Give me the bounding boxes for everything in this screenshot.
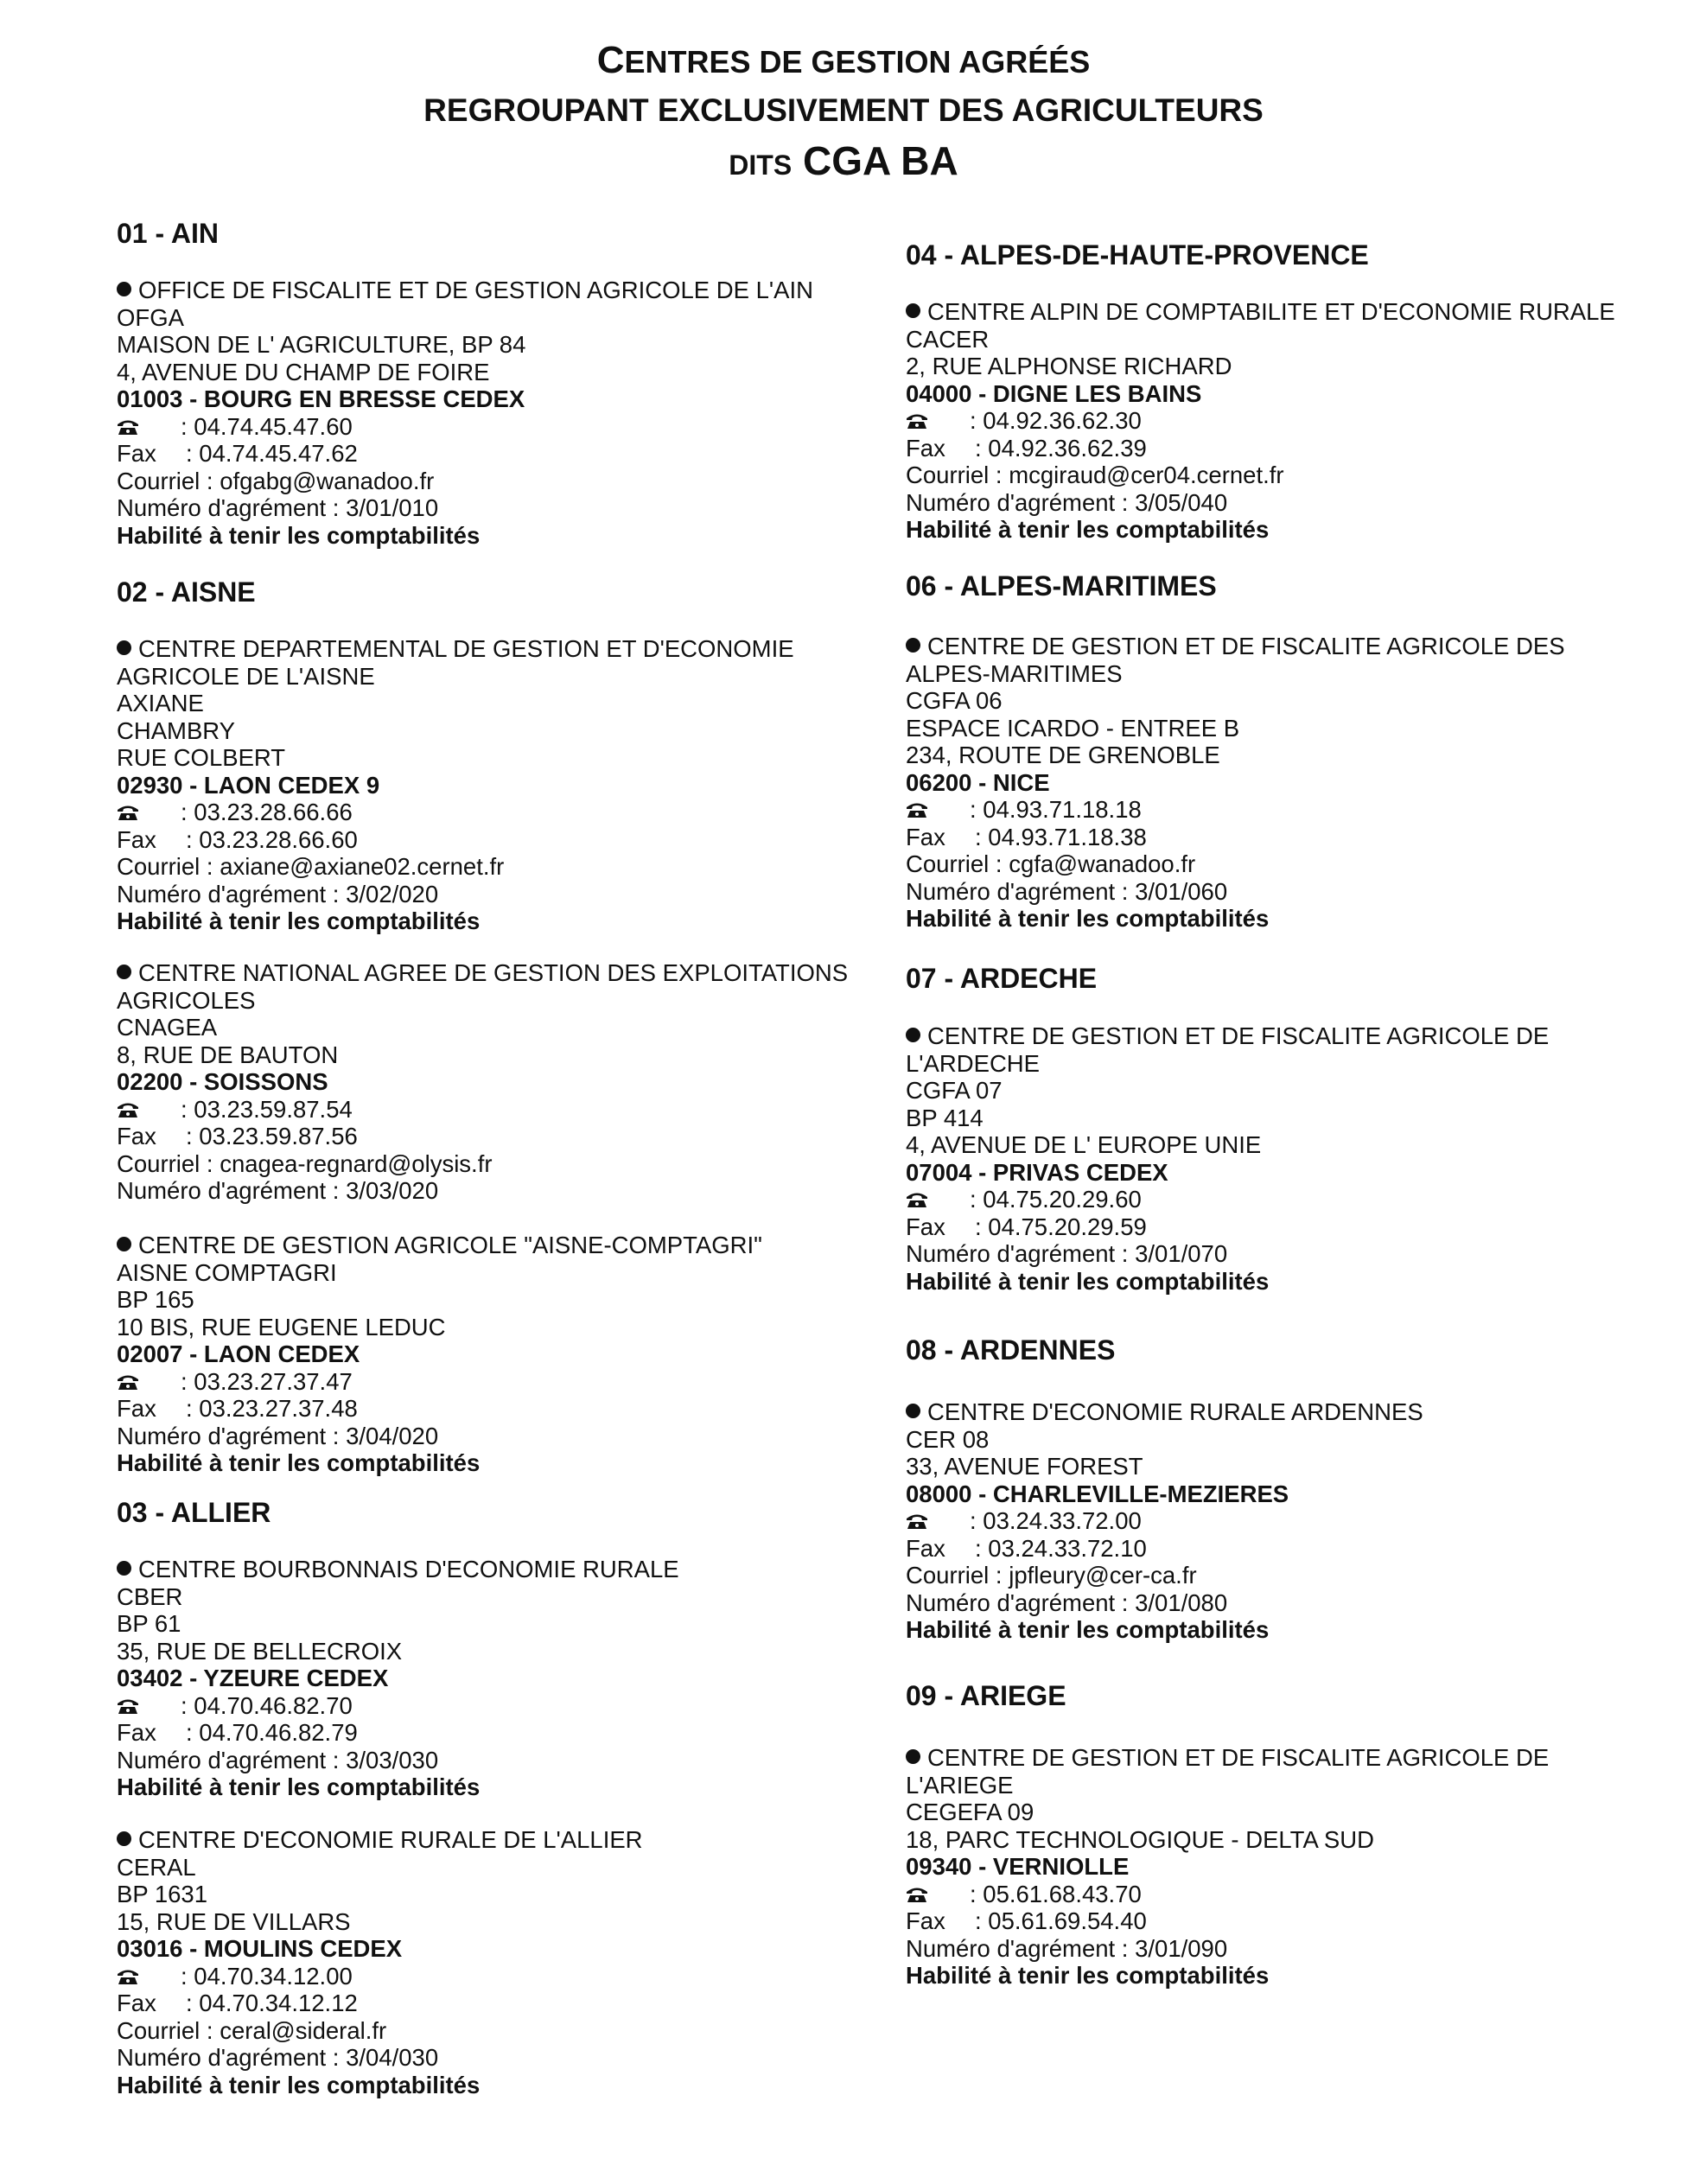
bullet-icon — [906, 638, 920, 653]
fax: Fax : 03.23.27.37.48 — [117, 1395, 358, 1422]
agrement: Numéro d'agrément : 3/01/060 — [906, 877, 1228, 905]
habilite: Habilité à tenir les comptabilités — [117, 2071, 481, 2098]
dept-heading-ardeche: 07 - ARDECHE — [906, 963, 1098, 994]
city: 02930 - LAON CEDEX 9 — [117, 771, 380, 799]
agrement: Numéro d'agrément : 3/04/030 — [117, 2044, 439, 2071]
entry-cber: CENTRE BOURBONNAIS D'ECONOMIE RURALE CBER BP 61 35, RUE DE BELLECROIX 03402 - YZEURE CEDEX : 04.70.46.82.70 Fax : 04.70.46.82.79 Numéro d'agrément : 3/03/030 Habilité à tenir les comptabilités — [117, 1556, 877, 1801]
habilite: Habilité à tenir les comptabilités — [906, 1267, 1270, 1295]
habilite: Habilité à tenir les comptabilités — [906, 516, 1270, 543]
dept-heading-ardennes: 08 - ARDENNES — [906, 1334, 1116, 1366]
bullet-icon — [117, 1237, 131, 1251]
dept-heading-alpes-maritimes: 06 - ALPES-MARITIMES — [906, 570, 1217, 602]
telephone-icon — [117, 1373, 139, 1391]
title-line-2: REGROUPANT EXCLUSIVEMENT DES AGRICULTEURS — [423, 92, 1264, 128]
telephone-icon — [117, 1697, 139, 1715]
entry-ceral: CENTRE D'ECONOMIE RURALE DE L'ALLIER CERAL BP 1631 15, RUE DE VILLARS 03016 - MOULINS CEDEX : 04.70.34.12.00 Fax : 04.70.34.12.12 Courriel : ceral@sideral.fr Numéro d'agrément : 3/04/030 Habilité à tenir les comptabilités — [117, 1826, 877, 2098]
phone: : 04.70.46.82.70 — [117, 1692, 877, 1720]
entry-cegefa-09: CENTRE DE GESTION ET DE FISCALITE AGRICOLE DE L'ARIEGE CEGEFA 09 18, PARC TECHNOLOGIQUE - DELTA SUD 09340 - VERNIOLLE : 05.61.68.43.70 Fax : 05.61.69.54.40 Numéro d'agrément : 3/01/090 Habilité à tenir les comptabilités — [906, 1744, 1658, 1990]
city: 08000 - CHARLEVILLE-MEZIERES — [906, 1480, 1289, 1507]
dept-heading-aisne: 02 - AISNE — [117, 576, 256, 608]
entry-cer-08: CENTRE D'ECONOMIE RURALE ARDENNES CER 08 33, AVENUE FOREST 08000 - CHARLEVILLE-MEZIERES : 03.24.33.72.00 Fax : 03.24.33.72.10 Courriel : jpfleury@cer-ca.fr Numéro d'agrément : 3/01/080 Habilité à tenir les comptabilités — [906, 1398, 1658, 1644]
agrement: Numéro d'agrément : 3/01/070 — [906, 1240, 1228, 1267]
title-line-1: CENTRES DE GESTION AGRÉÉS — [596, 39, 1091, 81]
telephone-icon — [906, 1886, 928, 1903]
habilite: Habilité à tenir les comptabilités — [906, 1962, 1270, 1989]
bullet-icon — [906, 303, 920, 318]
telephone-icon — [906, 801, 928, 818]
bullet-icon — [117, 1831, 131, 1846]
city: 03402 - YZEURE CEDEX — [117, 1665, 389, 1691]
email: Courriel : cgfa@wanadoo.fr — [906, 850, 1196, 877]
dept-heading-ariege: 09 - ARIEGE — [906, 1680, 1066, 1711]
bullet-icon — [906, 1404, 920, 1418]
agrement: Numéro d'agrément : 3/03/020 — [117, 1177, 439, 1204]
fax: Fax : 03.23.28.66.60 — [117, 825, 358, 853]
agrement: Numéro d'agrément : 3/01/010 — [117, 494, 439, 521]
city: 03016 - MOULINS CEDEX — [117, 1935, 403, 1962]
page-title — [0, 36, 1687, 191]
fax: Fax : 04.70.34.12.12 — [117, 1990, 358, 2016]
phone: : 03.23.27.37.47 — [117, 1368, 877, 1396]
email: Courriel : mcgiraud@cer04.cernet.fr — [906, 462, 1284, 488]
dept-heading-ain: 01 - AIN — [117, 218, 219, 249]
phone: : 04.70.34.12.00 — [117, 1963, 877, 1990]
entry-cacer: CENTRE ALPIN DE COMPTABILITE ET D'ECONOMIE RURALE CACER 2, RUE ALPHONSE RICHARD 04000 - DIGNE LES BAINS : 04.92.36.62.30 Fax : 04.92.36.62.39 Courriel : mcgiraud@cer04.cernet.fr Numéro d'agrément : 3/05/040 Habilité à tenir les comptabilités — [906, 298, 1658, 544]
telephone-icon — [117, 804, 139, 821]
dept-heading-alpes-de-haute-provence: 04 - ALPES-DE-HAUTE-PROVENCE — [906, 239, 1369, 271]
city: 02007 - LAON CEDEX — [117, 1340, 360, 1367]
fax: Fax : 03.24.33.72.10 — [906, 1534, 1147, 1562]
bullet-icon — [117, 1561, 131, 1576]
email: Courriel : axiane@axiane02.cernet.fr — [117, 853, 505, 880]
phone: : 04.75.20.29.60 — [906, 1186, 1658, 1213]
telephone-icon — [906, 1512, 928, 1530]
entry-cnagea: CENTRE NATIONAL AGREE DE GESTION DES EXPLOITATIONS AGRICOLES CNAGEA 8, RUE DE BAUTON 02200 - SOISSONS : 03.23.59.87.54 Fax : 03.23.59.87.56 Courriel : cnagea-regnard@olysis.fr Numéro d'agrément : 3/03/020 — [117, 959, 877, 1205]
telephone-icon — [117, 1968, 139, 1985]
habilite: Habilité à tenir les comptabilités — [117, 521, 481, 549]
title-line-3: DITS CGA BA — [729, 138, 958, 183]
telephone-icon — [117, 418, 139, 436]
bullet-icon — [906, 1749, 920, 1764]
habilite: Habilité à tenir les comptabilités — [906, 905, 1270, 932]
agrement: Numéro d'agrément : 3/01/080 — [906, 1589, 1228, 1616]
entry-cgfa-06: CENTRE DE GESTION ET DE FISCALITE AGRICOLE DES ALPES-MARITIMES CGFA 06 ESPACE ICARDO - ENTREE B 234, ROUTE DE GRENOBLE 06200 - NICE : 04.93.71.18.18 Fax : 04.93.71.18.38 Courriel : cgfa@wanadoo.fr Numéro d'agrément : 3/01/060 Habilité à tenir les comptabilités — [906, 633, 1658, 933]
telephone-icon — [117, 1101, 139, 1118]
phone: : 03.24.33.72.00 — [906, 1507, 1658, 1535]
fax: Fax : 04.70.46.82.79 — [117, 1719, 358, 1746]
entry-cgfa-07: CENTRE DE GESTION ET DE FISCALITE AGRICOLE DE L'ARDECHE CGFA 07 BP 414 4, AVENUE DE L' EUROPE UNIE 07004 - PRIVAS CEDEX : 04.75.20.29.60 Fax : 04.75.20.29.59 Numéro d'agrément : 3/01/070 Habilité à tenir les comptabilités — [906, 1022, 1658, 1295]
habilite: Habilité à tenir les comptabilités — [117, 1773, 481, 1800]
city: 01003 - BOURG EN BRESSE CEDEX — [117, 385, 525, 412]
bullet-icon — [906, 1028, 920, 1042]
habilite: Habilité à tenir les comptabilités — [117, 907, 481, 934]
agrement: Numéro d'agrément : 3/03/030 — [117, 1746, 439, 1773]
dept-heading-allier: 03 - ALLIER — [117, 1497, 271, 1528]
phone: : 05.61.68.43.70 — [906, 1881, 1658, 1908]
bullet-icon — [117, 282, 131, 296]
city: 04000 - DIGNE LES BAINS — [906, 379, 1202, 407]
city: 07004 - PRIVAS CEDEX — [906, 1158, 1168, 1186]
phone: : 04.74.45.47.60 — [117, 413, 877, 441]
entry-ofga: OFFICE DE FISCALITE ET DE GESTION AGRICOLE DE L'AIN OFGA MAISON DE L' AGRICULTURE, BP 84 4, AVENUE DU CHAMP DE FOIRE 01003 - BOURG EN BRESSE CEDEX : 04.74.45.47.60 Fax : 04.74.45.47.62 Courriel : ofgabg@wanadoo.fr Numéro d'agrément : 3/01/010 Habilité à tenir les comptabilités — [117, 277, 877, 549]
entry-aisne-comptagri: CENTRE DE GESTION AGRICOLE "AISNE-COMPTAGRI" AISNE COMPTAGRI BP 165 10 BIS, RUE EUGENE LEDUC 02007 - LAON CEDEX : 03.23.27.37.47 Fax : 03.23.27.37.48 Numéro d'agrément : 3/04/020 Habilité à tenir les comptabilités — [117, 1232, 877, 1477]
phone: : 04.93.71.18.18 — [906, 796, 1658, 824]
fax: Fax : 03.23.59.87.56 — [117, 1123, 358, 1149]
city: 06200 - NICE — [906, 768, 1050, 796]
city: 02200 - SOISSONS — [117, 1068, 328, 1095]
fax: Fax : 05.61.69.54.40 — [906, 1907, 1147, 1934]
city: 09340 - VERNIOLLE — [906, 1853, 1130, 1880]
habilite: Habilité à tenir les comptabilités — [906, 1616, 1270, 1643]
telephone-icon — [906, 412, 928, 430]
fax: Fax : 04.75.20.29.59 — [906, 1213, 1147, 1240]
phone: : 03.23.59.87.54 — [117, 1096, 877, 1124]
phone: : 03.23.28.66.66 — [117, 799, 877, 826]
agrement: Numéro d'agrément : 3/05/040 — [906, 488, 1228, 516]
agrement: Numéro d'agrément : 3/04/020 — [117, 1422, 439, 1449]
agrement: Numéro d'agrément : 3/01/090 — [906, 1934, 1228, 1962]
bullet-icon — [117, 640, 131, 655]
agrement: Numéro d'agrément : 3/02/020 — [117, 880, 439, 907]
email: Courriel : ofgabg@wanadoo.fr — [117, 467, 435, 494]
fax: Fax : 04.74.45.47.62 — [117, 440, 358, 467]
fax: Fax : 04.93.71.18.38 — [906, 823, 1147, 850]
phone: : 04.92.36.62.30 — [906, 407, 1658, 435]
entry-axiane: CENTRE DEPARTEMENTAL DE GESTION ET D'ECONOMIE AGRICOLE DE L'AISNE AXIANE CHAMBRY RUE COLBERT 02930 - LAON CEDEX 9 : 03.23.28.66.66 Fax : 03.23.28.66.60 Courriel : axiane@axiane02.cernet.fr Numéro d'agrément : 3/02/020 Habilité à tenir les comptabilités — [117, 635, 877, 935]
bullet-icon — [117, 965, 131, 979]
habilite: Habilité à tenir les comptabilités — [117, 1449, 481, 1476]
email: Courriel : jpfleury@cer-ca.fr — [906, 1562, 1197, 1589]
telephone-icon — [906, 1191, 928, 1208]
fax: Fax : 04.92.36.62.39 — [906, 434, 1147, 462]
email: Courriel : cnagea-regnard@olysis.fr — [117, 1149, 493, 1177]
email: Courriel : ceral@sideral.fr — [117, 2016, 387, 2044]
